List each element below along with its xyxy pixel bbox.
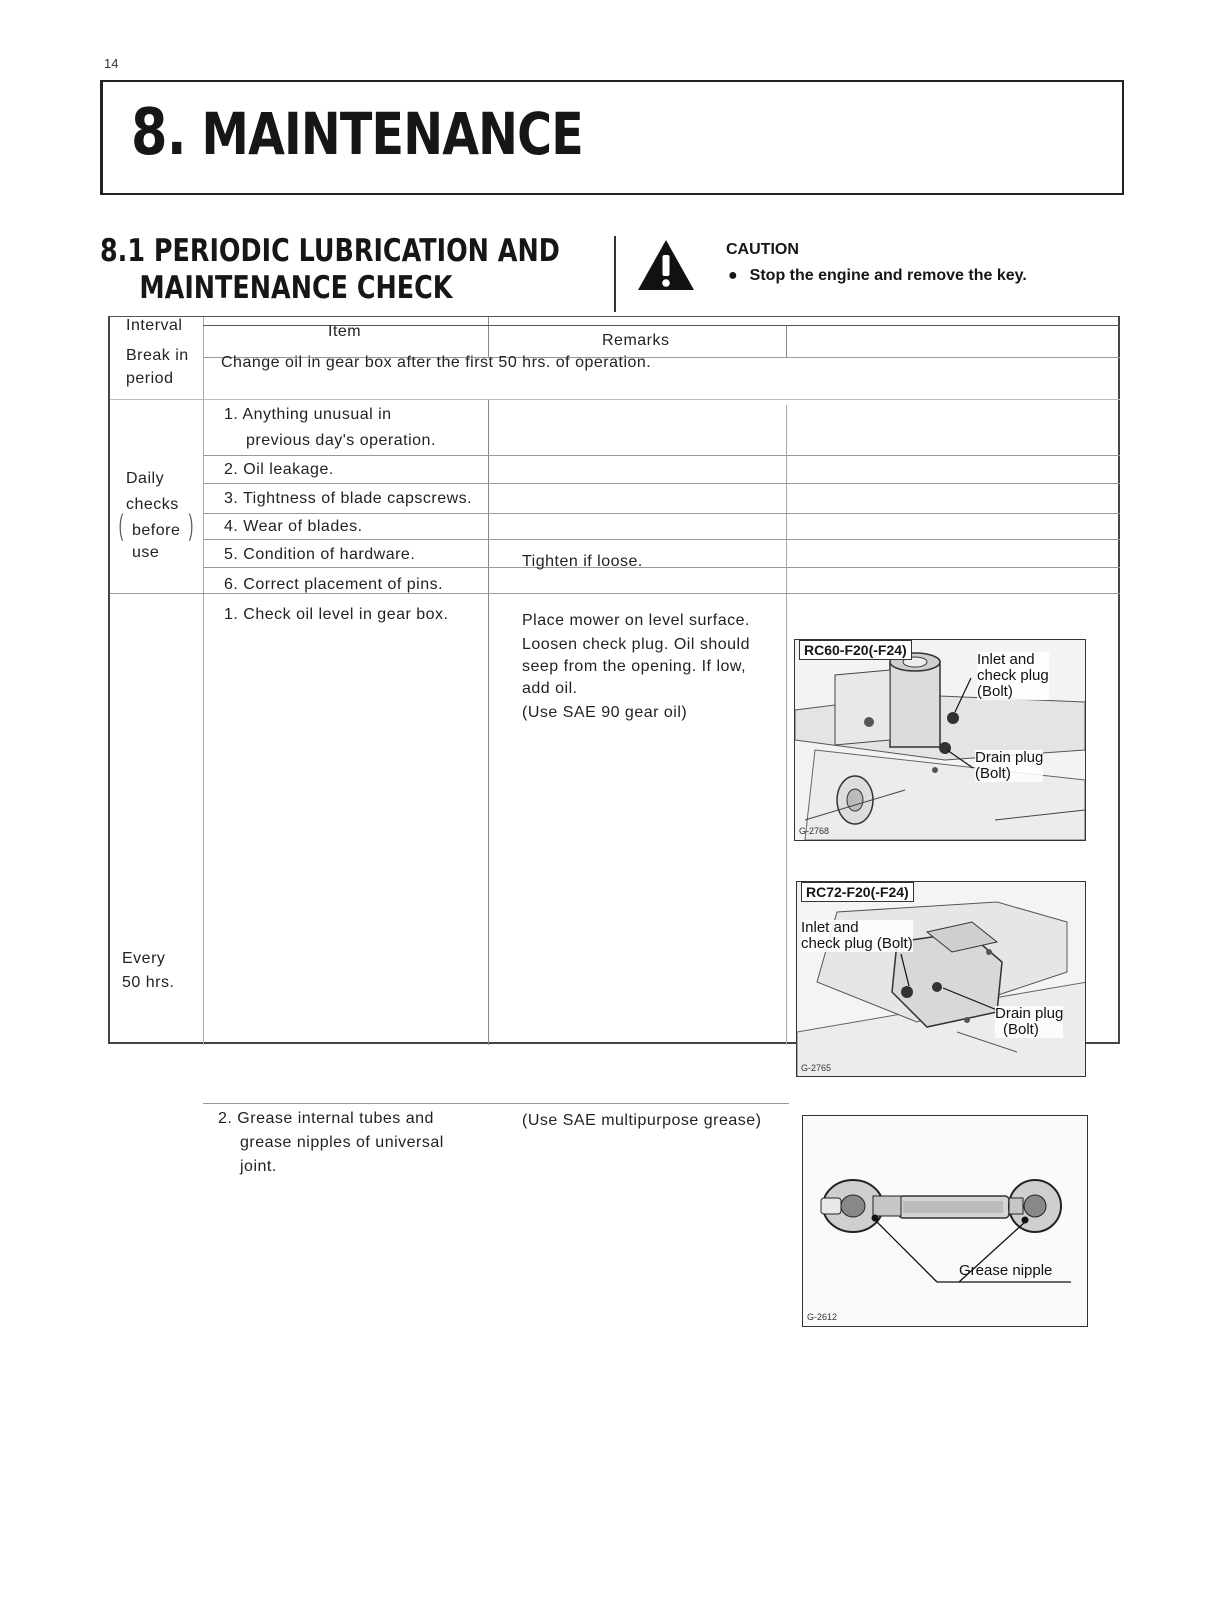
break-in-interval-line1: Break in: [126, 347, 189, 364]
figure-2-drain-line1: Drain plug: [995, 1005, 1064, 1022]
figure-3-nipple-callout: Grease nipple: [959, 1262, 1053, 1279]
daily-row5-rule: [203, 567, 1120, 568]
daily-row4-rule: [203, 539, 1120, 540]
section-title: [100, 233, 560, 307]
figure-1-inlet-line1: Inlet and: [977, 651, 1035, 668]
figure-1-code: G-2768: [799, 826, 830, 836]
caution-divider: [614, 236, 616, 312]
figure-2-drain-callout: [995, 1006, 1063, 1038]
every50-interval-line2: 50 hrs.: [122, 974, 175, 991]
every50-item-1-remark-2: Loosen check plug. Oil should: [522, 636, 750, 653]
every50-item-2-line1: 2. Grease internal tubes and: [218, 1110, 434, 1127]
daily-row3-rule: [203, 513, 1120, 514]
figure-1-drain-line2: (Bolt): [975, 765, 1011, 782]
daily-item-6: 6. Correct placement of pins.: [224, 576, 444, 593]
daily-row2-rule: [203, 483, 1120, 484]
daily-item-1-line1: 1. Anything unusual in: [224, 406, 392, 423]
every50-item-2-line3: joint.: [240, 1158, 277, 1175]
column-divider-remarks-header: [786, 325, 787, 357]
caution-item: [728, 267, 1027, 285]
header-item: Item: [328, 323, 362, 340]
figure-universal-joint: [802, 1115, 1088, 1327]
figure-1-label: RC60-F20(-F24): [799, 640, 912, 660]
chapter-number: 8.: [131, 96, 186, 170]
figure-1-inlet-line3: (Bolt): [977, 683, 1013, 700]
caution-text: Stop the engine and remove the key.: [749, 267, 1027, 284]
figure-1-inlet-callout: [977, 652, 1049, 700]
figure-2-inlet-callout: [801, 920, 913, 952]
chapter-title-text: MAINTENANCE: [201, 100, 583, 168]
break-in-bottom-rule: [110, 399, 1120, 400]
figure-1-drain-line1: Drain plug: [975, 749, 1044, 766]
every50-item-1-remark-1: Place mower on level surface.: [522, 612, 750, 629]
daily-interval-line3: before: [132, 522, 181, 539]
daily-interval-line2: checks: [126, 496, 179, 513]
section-title-line2: MAINTENANCE CHECK: [139, 270, 453, 306]
chapter-title: [131, 96, 583, 170]
figure-rc60-gearbox: [794, 639, 1086, 841]
daily-item-3: 3. Tightness of blade capscrews.: [224, 490, 473, 507]
every50-item-2-line2: grease nipples of universal: [240, 1134, 444, 1151]
break-in-item: Change oil in gear box after the first 50 hrs. of operation.: [221, 354, 652, 371]
daily-item-2: 2. Oil leakage.: [224, 461, 334, 478]
figure-2-inlet-line2: check plug (Bolt): [801, 935, 913, 952]
every50-item-2-remark: (Use SAE multipurpose grease): [522, 1112, 762, 1129]
every50-item-1-remark-5: (Use SAE 90 gear oil): [522, 704, 688, 721]
right-bracket-icon: ): [188, 509, 194, 542]
caution-heading: CAUTION: [726, 241, 799, 258]
chapter-title-box: [100, 80, 1124, 195]
figure-rc72-gearbox: [796, 881, 1086, 1077]
column-divider-item: [488, 399, 489, 1045]
figure-3-code: G-2612: [807, 1312, 838, 1322]
bullet-icon: ●: [728, 267, 738, 284]
daily-row1-rule: [203, 455, 1120, 456]
daily-item-4: 4. Wear of blades.: [224, 518, 363, 535]
section-title-line1: 8.1 PERIODIC LUBRICATION AND: [100, 233, 560, 269]
figure-1-drain-callout: [975, 750, 1043, 782]
gearbox-illustration-icon: [797, 882, 1086, 1077]
figure-2-drain-line2: (Bolt): [1003, 1021, 1039, 1038]
break-in-interval-line2: period: [126, 370, 174, 387]
universal-joint-icon: [803, 1116, 1088, 1327]
left-bracket-icon: (: [118, 509, 124, 542]
warning-triangle-icon: [636, 238, 696, 292]
maintenance-table: [108, 316, 1120, 1322]
every50-item-1-remark-3: seep from the opening. If low,: [522, 658, 747, 675]
daily-item-1-line2: previous day's operation.: [246, 432, 436, 449]
daily-interval-line4: use: [132, 544, 160, 561]
header-remarks: Remarks: [602, 332, 670, 349]
daily-interval-line1: Daily: [126, 470, 165, 487]
page-number: 14: [104, 56, 119, 71]
column-divider-interval: [203, 317, 204, 1045]
figure-2-label: RC72-F20(-F24): [801, 882, 914, 902]
header-interval: Interval: [126, 317, 183, 334]
figure-1-inlet-line2: check plug: [977, 667, 1049, 684]
every50-interval-line1: Every: [122, 950, 166, 967]
every50-split-rule: [203, 1103, 789, 1104]
figure-2-inlet-line1: Inlet and: [801, 919, 859, 936]
every50-item-1: 1. Check oil level in gear box.: [224, 606, 449, 623]
every50-item-1-remark-4: add oil.: [522, 680, 578, 697]
daily-item-5-remark: Tighten if loose.: [522, 553, 643, 570]
figure-2-code: G-2765: [801, 1063, 832, 1073]
daily-item-5: 5. Condition of hardware.: [224, 546, 416, 563]
column-divider-remarks: [786, 405, 787, 1045]
